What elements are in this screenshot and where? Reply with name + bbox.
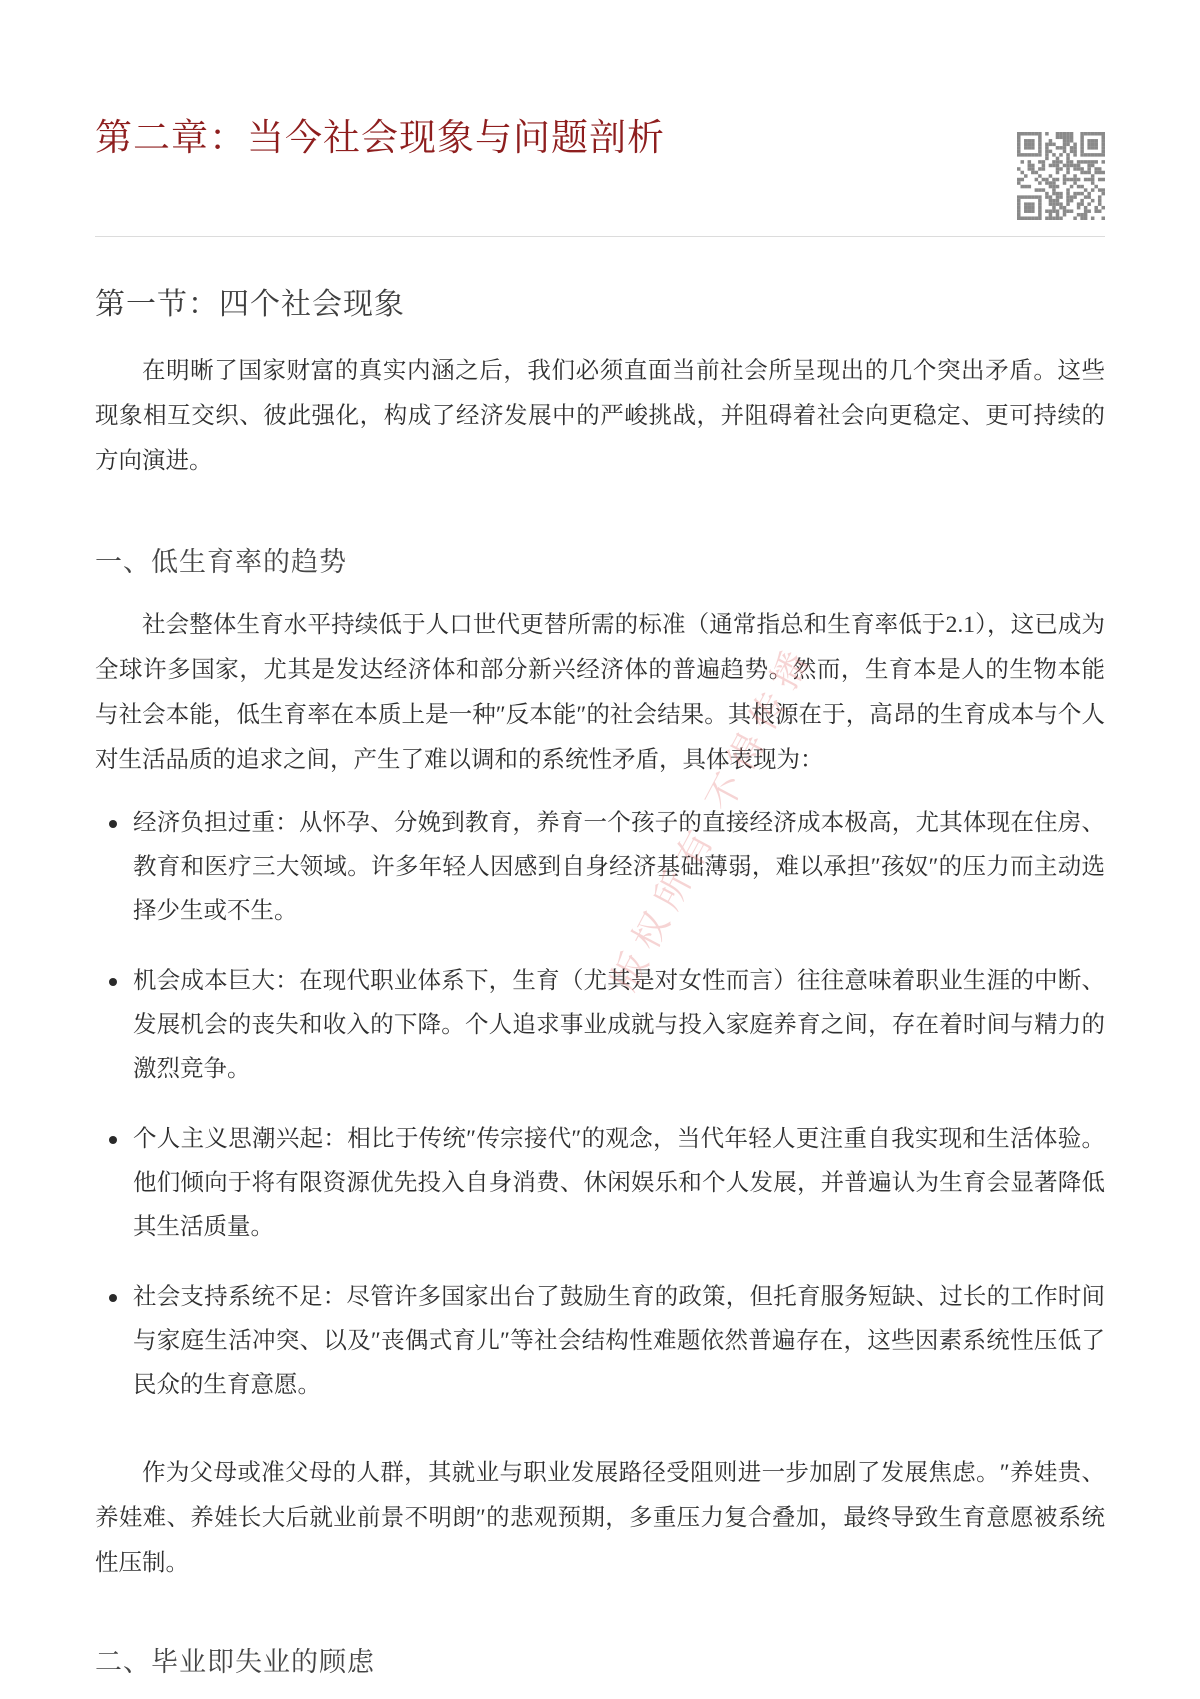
bullet-dot-icon — [109, 978, 117, 986]
bullet-item-social-support — [109, 1275, 1105, 1407]
bullet-dot-icon — [109, 820, 117, 828]
intro-paragraph: 在明晰了国家财富的真实内涵之后，我们必须直面当前社会所呈现出的几个突出矛盾。这些现象相互交织、彼此强化，构成了经济发展中的严峻挑战，并阻碍着社会向更稳定、更可持续的方向演进。 — [95, 358, 1105, 474]
qr-code-icon — [1017, 132, 1105, 220]
bullet-text: 经济负担过重：从怀孕、分娩到教育，养育一个孩子的直接经济成本极高，尤其体现在住房、教育和医疗三大领域。许多年轻人因感到自身经济基础薄弱，难以承担″孩奴″的压力而主动选择少生或不生。 — [133, 810, 1105, 924]
subsection-1-lead-paragraph: 社会整体生育水平持续低于人口世代更替所需的标准（通常指总和生育率低于2.1），这已成为全球许多国家，尤其是发达经济体和部分新兴经济体的普遍趋势。然而，生育本是人的生物本能与社会本能，低生育率在本质上是一种″反本能″的社会结果。其根源在于，高昂的生育成本与个人对生活品质的追求之间，产生了难以调和的系统性矛盾，具体表现为： — [95, 612, 1105, 773]
header-divider — [95, 236, 1105, 237]
section-title: 第一节：四个社会现象 — [95, 288, 405, 321]
bullet-list — [95, 801, 1105, 1407]
bullet-item-opportunity-cost — [109, 959, 1105, 1091]
bullet-text: 个人主义思潮兴起：相比于传统″传宗接代″的观念，当代年轻人更注重自我实现和生活体验。他们倾向于将有限资源优先投入自身消费、休闲娱乐和个人发展，并普遍认为生育会显著降低其生活质量。 — [133, 1126, 1105, 1240]
bullet-text: 机会成本巨大：在现代职业体系下，生育（尤其是对女性而言）往往意味着职业生涯的中断、发展机会的丧失和收入的下降。个人追求事业成就与投入家庭养育之间，存在着时间与精力的激烈竞争。 — [133, 968, 1105, 1082]
bullet-item-individualism — [109, 1117, 1105, 1249]
bullet-text: 社会支持系统不足：尽管许多国家出台了鼓励生育的政策，但托育服务短缺、过长的工作时间与家庭生活冲突、以及″丧偶式育儿″等社会结构性难题依然普遍存在，这些因素系统性压低了民众的生育意愿。 — [133, 1284, 1105, 1398]
bullet-dot-icon — [109, 1136, 117, 1144]
closing-paragraph: 作为父母或准父母的人群，其就业与职业发展路径受阻则进一步加剧了发展焦虑。″养娃贵、养娃难、养娃长大后就业前景不明朗″的悲观预期，多重压力复合叠加，最终导致生育意愿被系统性压制。 — [95, 1460, 1105, 1576]
chapter-title: 第二章：当今社会现象与问题剖析 — [95, 118, 665, 159]
bullet-item-economic-burden — [109, 801, 1105, 933]
chapter-header — [95, 0, 1105, 220]
bullet-dot-icon — [109, 1294, 117, 1302]
copyright-watermark: 版权所有 不得传播 — [603, 636, 821, 997]
subsection-1-title: 一、低生育率的趋势 — [95, 547, 347, 577]
subsection-2-title: 二、毕业即失业的顾虑 — [95, 1647, 375, 1677]
